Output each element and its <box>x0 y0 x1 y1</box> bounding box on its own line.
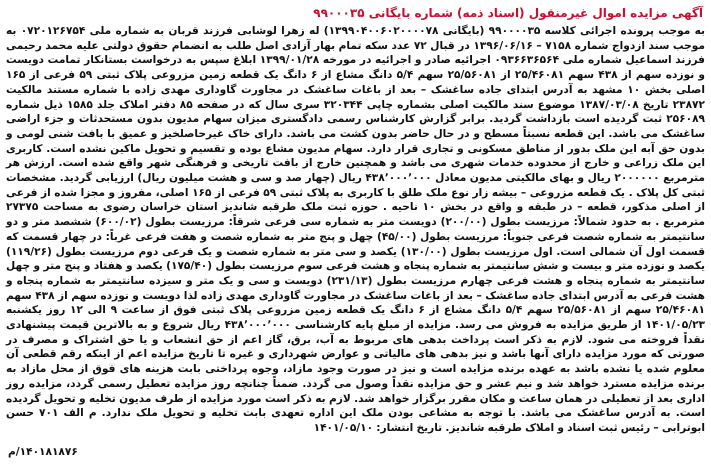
notice-body-text: به موجب پرونده اجرائی کلاسه ۹۹۰۰۰۰۳۵ (بایگانی ۱۳۹۹۰۴۰۰۶۰۲۰۰۰۰۷۸) له زهرا لوشابی فرزند قربان به شماره ملی ۰۷۲۰۱۲۶۷۵۴ به موجب سند ازدواج شماره ۷۱۵۸ – ۱۳۹۶/۰۶/۱۶ در قبال ۷۲ عدد سکه تمام بهار آزادی اصل طلب به انضمام حقوق دولتی علیه محمد رحیمی فرزند اسماعیل شماره ملی ۰۹۳۶۶۳۶۵۶۴ اجرائیه صادر و اجرائیه در مورخه ۱۳۹۹/۰۱/۲۸ ابلاغ سپس به درخواست بستانکار تمامت دویست و نوزده سهم از ۴۳۸ سهم ۲۵/۴۶۰۸۱ از ۲۵/۵۶۰۸۱ سهم ۵/۴ دانگ مشاع از ۶ دانگ یک قطعه زمین مزروعی پلاک ثبتی ۵۹ فرعی از ۱۶۵ اصلی بخش ۱۰ مشهد به آدرس ابتدای جاده ساغشک – بعد از باغات ساغشک در مجاورت گاوداری مهدی زاده با شماره مستند مالکیت ۲۳۸۷۲ تاریخ ۱۳۸۷/۰۳/۰۸ موضوع سند مالکیت اصلی بشماره چاپی ۳۲۰۳۴۴ سری سال که در صفحه ۸۵ دفتر املاک جلد ۱۵۸۵ ذیل شماره ۲۵۶۰۸۹ ثبت گردیده است بازداشت گردید. برابر گزارش کارشناس رسمی دادگستری میزان سهام مدیون بدون مستحدثات و جزء اراضی ساغشک می باشد. این قطعه نسبتاً مسطح و در حال حاضر بدون کشت می باشد. دارای خاک غیرحاصلخیز و عمیق با بافت شنی لومی و بدون حق آبه این ملک بدور از مناطق مسکونی و تجاری قرار دارد. سهام مدیون مشاع بوده و تقسیم و تحویل ماکین نشده است. کاربری این ملک زراعی و خارج از محدوده خدمات شهری می باشد و همچنین خارج از بافت تاریخی و فرهنگی شهر واقع شده است. ارزش هر مترمربع ۲۰۰۰۰۰۰ ریال و بهای مالکیتی مدیون معادل ۴۳۸٬۰۰۰٬۰۰۰ ریال (چهار صد و سی و هشت میلیون ریال) ارزیابی گردید. مشخصات ثبتی کل پلاک . یک قطعه مزروعی – بیشه زار نوع ملک طلق با کاربری به پلاک ثبتی ۵۹ فرعی از ۱۶۵ اصلی، مفروز و مجزا شده از فرعی از اصلی مذکور، قطعه – در طبقه و واقع در بخش ۱۰ ناحیه . حوزه ثبت ملک طرقبه شاندیز استان خراسان رضوی به مساحت ۲۷۳۷۵ مترمربع . به حدود شمالاً: مرزیست بطول (۲۰۰/۰۰) دویست متر به شماره سی فرعی شرقاً: مرزیست بطول (۶۰۰/۰۲) ششصد متر و دو سانتیمتر به شماره شصت فرعی جنوباً: مرزیست بطول (۴۵/۰۰) چهل و پنج متر به شماره شصت و هفت فرعی غرباً: در چهار قسمت که قسمت اول آن شمالی است. اول مرزیست بطول (۱۳۰/۰۰) یکصد و سی متر به شماره شصت و یک فرعی دوم مرزیست بطول (۱۱۹/۲۶) یکصد و نوزده متر و بیست و شش سانتیمتر به شماره پنجاه و هشت فرعی سوم مرزیست بطول (۱۷۵/۴۰) یکصد و هفتاد و پنج متر و چهل سانتیمتر به شماره پنجاه و هشت فرعی چهارم مرزیست بطول (۲۳۱/۱۳) دویست و سی و یک متر و سیزده سانتیمتر به شماره پنجاه و هشت فرعی به آدرس ابتدای جاده ساغشک – بعد از باغات ساغشک در مجاورت گاوداری مهدی زاده لذا دویست و نوزده سهم از ۴۳۸ سهم ۲۵/۴۶۰۸۱ سهم از ۲۵/۵۶۰۸۱ سهم ۵/۴ دانگ مشاع از ۶ دانگ یک قطعه زمین مزروعی پلاک ثبتی فوق از ساعت ۹ الی ۱۲ روز یکشنبه ۱۴۰۱/۰۵/۲۳ از طریق مزایده به فروش می رسد. مزایده از مبلغ پایه کارشناسی ۴۳۸٬۰۰۰٬۰۰۰ ریال شروع و به بالاترین قیمت پیشنهادی نقداً فروخته می شود. لازم به ذکر است پرداخت بدهی های مربوط به آب، برق، گاز اعم از حق انشعاب و یا حق اشتراک و مصرف در صورتی که مورد مزایده دارای آنها باشد و نیز بدهی های مالیاتی و عوارض شهرداری و غیره تا تاریخ مزایده اعم از اینکه رقم قطعی آن معلوم شده یا نشده باشد به عهده برنده مزایده است و نیز در صورت وجود مازاد، وجوه پرداختی بابت هزینه های فوق از محل مازاد به برنده مزایده مسترد خواهد شد و نیم عشر و حق مزایده نقداً وصول می گردد. ضمناً چنانچه روز مزایده تعطیل رسمی گردد، مزایده روز اداری بعد از تعطیلی در همان ساعت و مکان مقرر برگزار خواهد شد. لازم به ذکر است مورد مزایده از طرف مدیون تخلیه و تحویل گردیده است. به آدرس ساغشک می باشد. با توجه به مشاعی بودن ملک این اداره تعهدی بابت تخلیه و تحویل ملک ندارد. <box>6 25 706 420</box>
notice-title: آگهی مزایده اموال غیرمنقول (اسناد ذمه) شماره بایگانی ۹۹۰۰۰۳۵ <box>313 6 703 20</box>
notice-body <box>6 24 705 436</box>
notice-signature: م الف ۷۰۱ حسن ابوترابی – رئیس ثبت اسناد و املاک طرقبه شاندیز. تاریخ انتشار: ۱۴۰۱/۰۵/۱۰ <box>6 407 705 434</box>
notice-code: ۱۴۰۱۸۱۸۷۶/م <box>8 446 78 458</box>
